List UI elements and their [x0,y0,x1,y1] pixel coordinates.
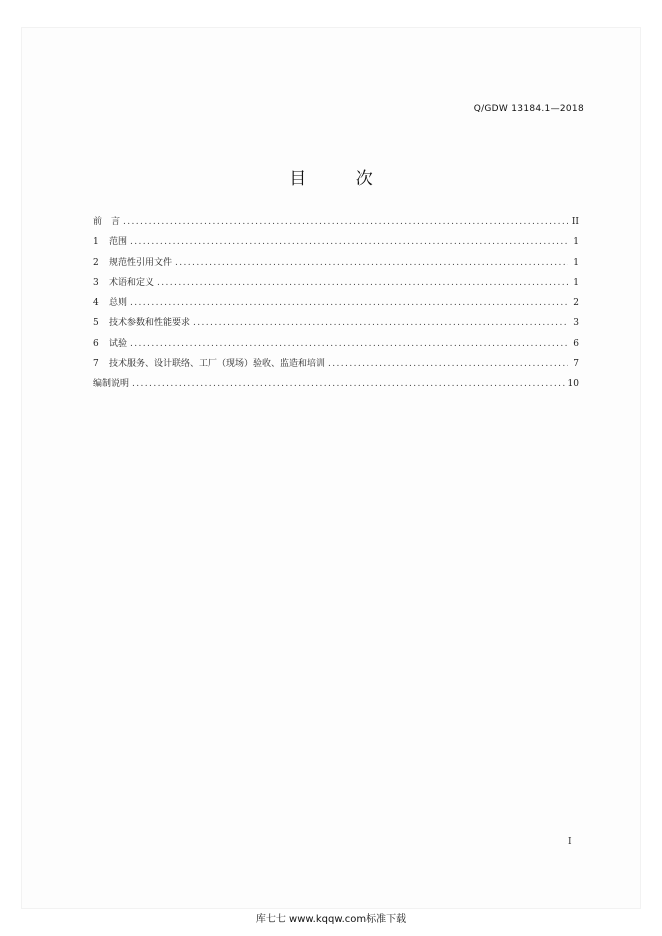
toc-entry-number: 2 [93,257,99,268]
toc-entry-page: 2 [573,298,579,309]
document-page [22,28,640,908]
toc-entry-technical-parameters[interactable] [93,315,579,335]
toc-entry-number: 6 [93,338,99,349]
toc-entry-number: 4 [93,298,99,309]
toc-entry-tests[interactable] [93,336,579,356]
toc-leader-dots [157,278,568,288]
toc-entry-page: 3 [573,318,579,329]
toc-entry-page: 1 [573,237,579,248]
toc-leader-dots [130,339,568,349]
toc-entry-label: 试验 [109,338,128,349]
toc-entry-label: 范围 [109,237,128,248]
document-code: Q/GDW 13184.1—2018 [473,104,584,114]
toc-entry-label: 技术服务、设计联络、工厂（现场）验收、监造和培训 [109,359,326,370]
toc-leader-dots [123,217,568,227]
toc-leader-dots [328,359,568,369]
toc-entry-number: 5 [93,318,99,329]
toc-title: 目 次 [289,169,395,189]
site-watermark: 库七七 www.kqqw.com标准下载 [255,914,407,925]
toc-leader-dots [130,237,568,247]
toc-entry-page: II [571,217,579,227]
toc-entry-general[interactable] [93,295,579,315]
toc-entry-label: 编制说明 [93,379,130,390]
toc-entry-label: 总则 [109,298,128,309]
page-number: I [568,837,572,847]
toc-entry-preface[interactable] [93,214,579,234]
toc-entry-page: 7 [573,359,579,370]
toc-entry-page: 1 [573,277,579,288]
toc-entry-technical-services[interactable] [93,356,579,376]
toc-entry-number: 3 [93,277,99,288]
toc-entry-page: 10 [567,379,579,390]
toc-entry-compilation-notes[interactable] [93,376,579,396]
toc-entry-number: 1 [93,237,99,248]
toc-entry-label: 技术参数和性能要求 [109,318,191,329]
toc-entry-normative-references[interactable] [93,255,579,275]
toc-entry-page: 1 [573,257,579,268]
toc-entry-scope[interactable] [93,234,579,254]
toc-leader-dots [193,318,568,328]
toc-leader-dots [132,379,565,389]
toc-entry-label: 前 言 [93,217,121,227]
toc-entry-page: 6 [573,338,579,349]
toc-entry-label: 术语和定义 [109,277,155,288]
toc-leader-dots [175,258,568,268]
table-of-contents [93,214,579,397]
toc-entry-number: 7 [93,359,99,370]
toc-entry-label: 规范性引用文件 [109,257,173,268]
toc-leader-dots [130,298,568,308]
toc-entry-terms-definitions[interactable] [93,275,579,295]
